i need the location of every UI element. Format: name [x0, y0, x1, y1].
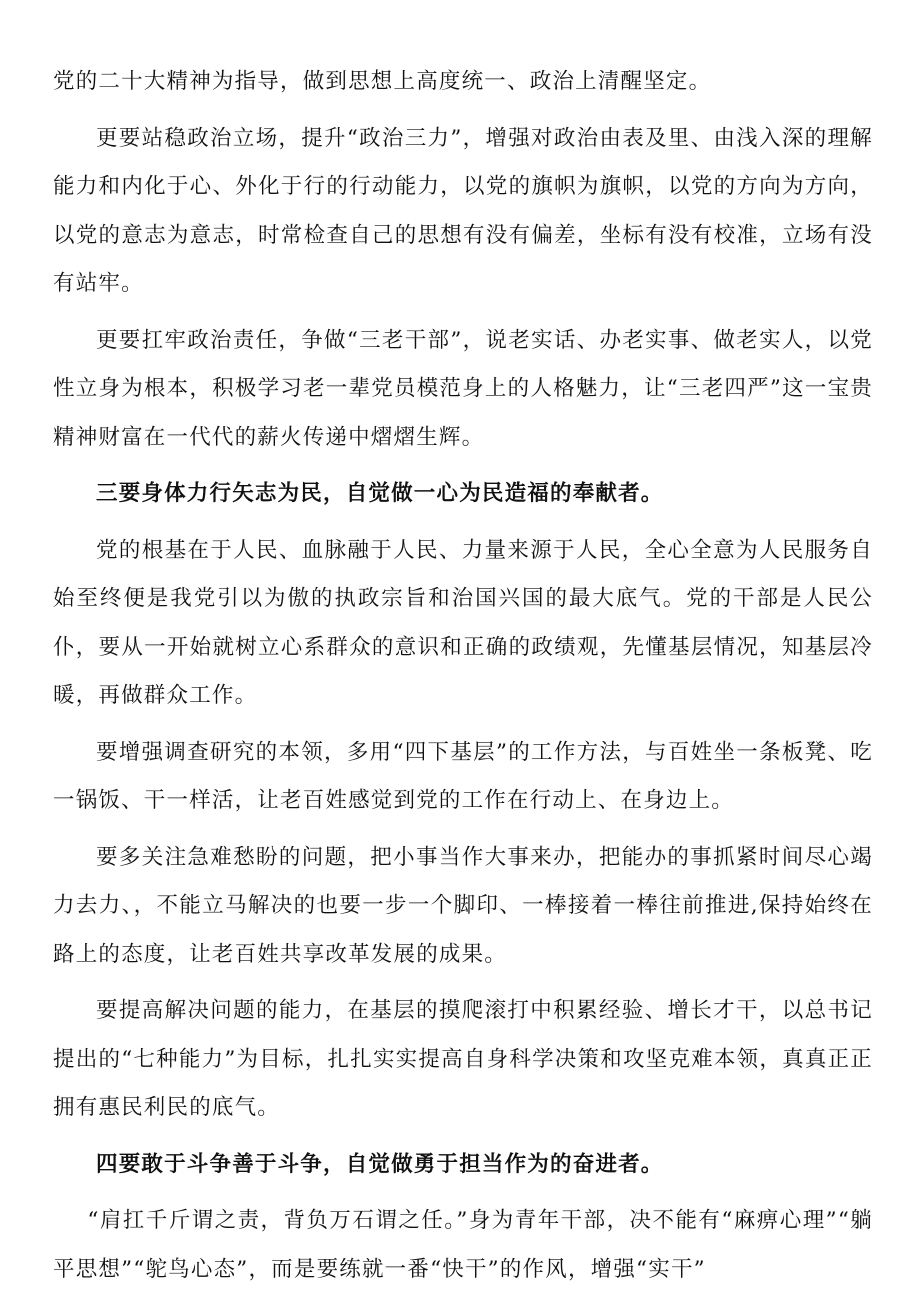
section-heading-four: 四要敢于斗争善于斗争，自觉做勇于担当作为的奋进者。: [96, 1151, 664, 1177]
section-heading-three: 三要身体力行矢志为民，自觉做一心为民造福的奉献者。: [96, 481, 664, 506]
document-page: [53, 58, 873, 1302]
paragraph-investigation: 要增强调查研究的本领，多用“四下基层”的工作方法，与百姓坐一条板凳、吃一锅饭、干一样活，让老百姓感觉到党的工作在行动上、在身边上。: [53, 739, 873, 813]
paragraph-problem-solving: 要提高解决问题的能力，在基层的摸爬滚打中积累经验、增长才干，以总书记提出的“七种能力”为目标，扎扎实实提高自身科学决策和攻坚克难本领，真真正正拥有惠民利民的底气。: [53, 998, 873, 1120]
paragraph-responsibility-quote: “肩扛千斤谓之责，背负万石谓之任。”身为青年干部，决不能有“麻痹心理”“躺平思想”“鸵鸟心态”，而是要练就一番“快干”的作风，增强“实干”: [53, 1208, 873, 1282]
paragraph-urgent-issues: 要多关注急难愁盼的问题，把小事当作大事来办，把能办的事抓紧时间尽心竭力去力、，不能立马解决的也要一步一个脚印、一棒接着一棒往前推进,保持始终在路上的态度，让老百姓共享改革发展的成果。: [53, 844, 873, 967]
paragraph-political-stance: 更要站稳政治立场，提升“政治三力”，增强对政治由表及里、由浅入深的理解能力和内化于心、外化于行的行动能力，以党的旗帜为旗帜，以党的方向为方向，以党的意志为意志，时常检查自己的思想有没有偏差，坐标有没有校准，立场有没有站牢。: [53, 125, 873, 296]
paragraph-continuation: 党的二十大精神为指导，做到思想上高度统一、政治上清醒坚定。: [53, 69, 712, 94]
paragraph-political-responsibility: 更要扛牢政治责任，争做“三老干部”，说老实话、办老实事、做老实人，以党性立身为根本，积极学习老一辈党员模范身上的人格魅力，让“三老四严”这一宝贵精神财富在一代代的薪火传递中熠熠生辉。: [53, 327, 873, 450]
paragraph-party-foundation: 党的根基在于人民、血脉融于人民、力量来源于人民，全心全意为人民服务自始至终便是我党引以为傲的执政宗旨和治国兴国的最大底气。党的干部是人民公仆，要从一开始就树立心系群众的意识和正确的政绩观，先懂基层情况，知基层冷暖，再做群众工作。: [53, 537, 873, 708]
